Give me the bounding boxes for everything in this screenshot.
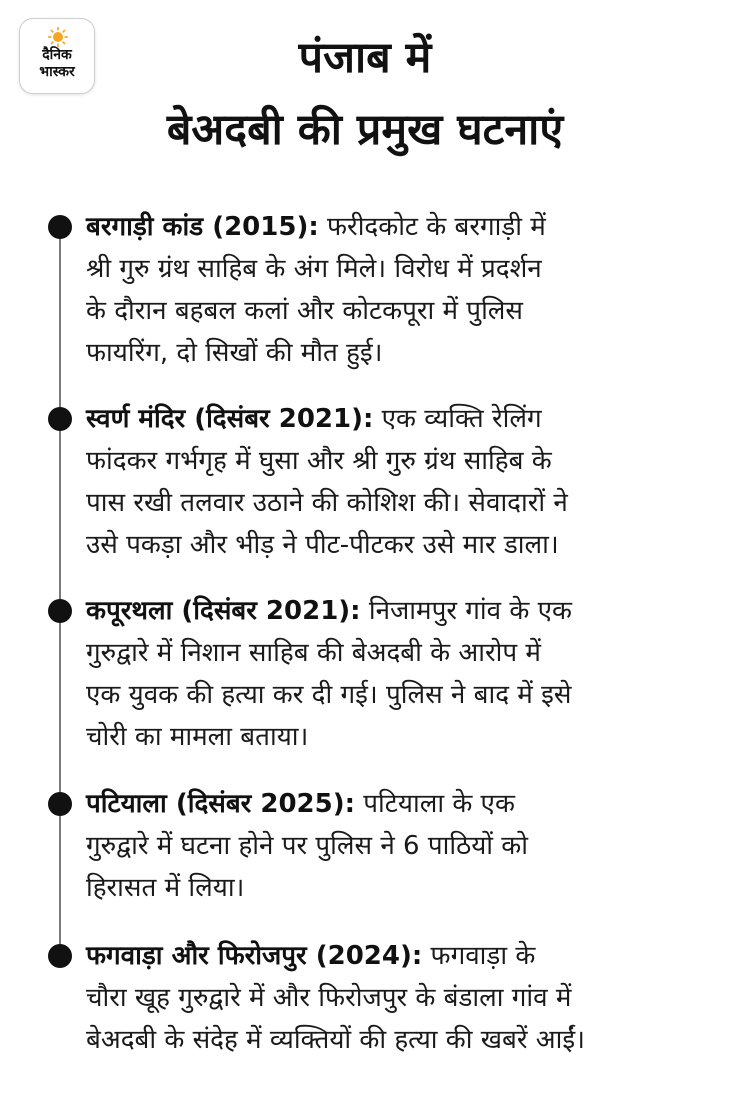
timeline-item-text [86, 206, 706, 374]
item-first-text: फगवाड़ा के [422, 941, 536, 971]
item-line: चौरा खूह गुरुद्वारे में और फिरोजपुर के बंडाला गांव में [86, 983, 572, 1013]
item-heading: बरगाड़ी कांड (2015): [86, 212, 319, 242]
timeline-item-text [86, 398, 706, 566]
item-first-line [86, 783, 706, 825]
timeline-item [0, 206, 730, 374]
timeline-item-text [86, 590, 706, 758]
item-heading: स्वर्ण मंदिर (दिसंबर 2021): [86, 404, 374, 434]
timeline-item-text [86, 783, 706, 909]
item-heading: पटियाला (दिसंबर 2025): [86, 789, 356, 819]
item-heading: फगवाड़ा और फिरोजपुर (2024): [86, 941, 423, 971]
item-line: एक युवक की हत्या कर दी गई। पुलिस ने बाद में इसे [86, 680, 572, 710]
item-first-line [86, 398, 706, 440]
item-first-line [86, 590, 706, 632]
item-line: गुरुद्वारे में निशान साहिब की बेअदबी के आरोप में [86, 638, 541, 668]
item-line: फांदकर गर्भगृह में घुसा और श्री गुरु ग्रंथ साहिब के [86, 446, 552, 476]
item-first-text: निजामपुर गांव के एक [360, 596, 572, 626]
page-title-line-1: पंजाब में [298, 33, 432, 83]
timeline-item [0, 590, 730, 758]
timeline-item-text [86, 935, 706, 1061]
item-line: बेअदबी के संदेह में व्यक्तियों की हत्या की खबरें आईं। [86, 1025, 585, 1055]
item-line: फायरिंग, दो सिखों की मौत हुई। [86, 338, 383, 368]
item-first-text: फरीदकोट के बरगाड़ी में [318, 212, 546, 242]
timeline-dot [48, 792, 72, 816]
item-line: गुरुद्वारे में घटना होने पर पुलिस ने 6 पाठियों को [86, 831, 528, 861]
timeline-item [0, 398, 730, 566]
item-first-text: पटियाला के एक [355, 789, 515, 819]
logo-line-2: भास्कर [39, 64, 75, 80]
timeline-item [0, 935, 730, 1061]
timeline-dot [48, 215, 72, 239]
timeline-dot [48, 599, 72, 623]
item-line: हिरासत में लिया। [86, 873, 245, 903]
item-heading: कपूरथला (दिसंबर 2021): [86, 596, 361, 626]
timeline-dot [48, 944, 72, 968]
item-line: उसे पकड़ा और भीड़ ने पीट-पीटकर उसे मार डाला। [86, 530, 559, 560]
item-first-line [86, 206, 706, 248]
item-line: चोरी का मामला बताया। [86, 722, 309, 752]
item-line: श्री गुरु ग्रंथ साहिब के अंग मिले। विरोध में प्रदर्शन [86, 254, 542, 284]
item-line: पास रखी तलवार उठाने की कोशिश की। सेवादारों ने [86, 488, 568, 518]
item-line: के दौरान बहबल कलां और कोटकपूरा में पुलिस [86, 296, 524, 326]
timeline-dot [48, 407, 72, 431]
timeline-item [0, 783, 730, 909]
logo-line-1: दैनिक [42, 47, 72, 63]
page-title-line-2: बेअदबी की प्रमुख घटनाएं [166, 105, 564, 155]
item-first-text: एक व्यक्ति रेलिंग [373, 404, 542, 434]
item-first-line [86, 935, 706, 977]
